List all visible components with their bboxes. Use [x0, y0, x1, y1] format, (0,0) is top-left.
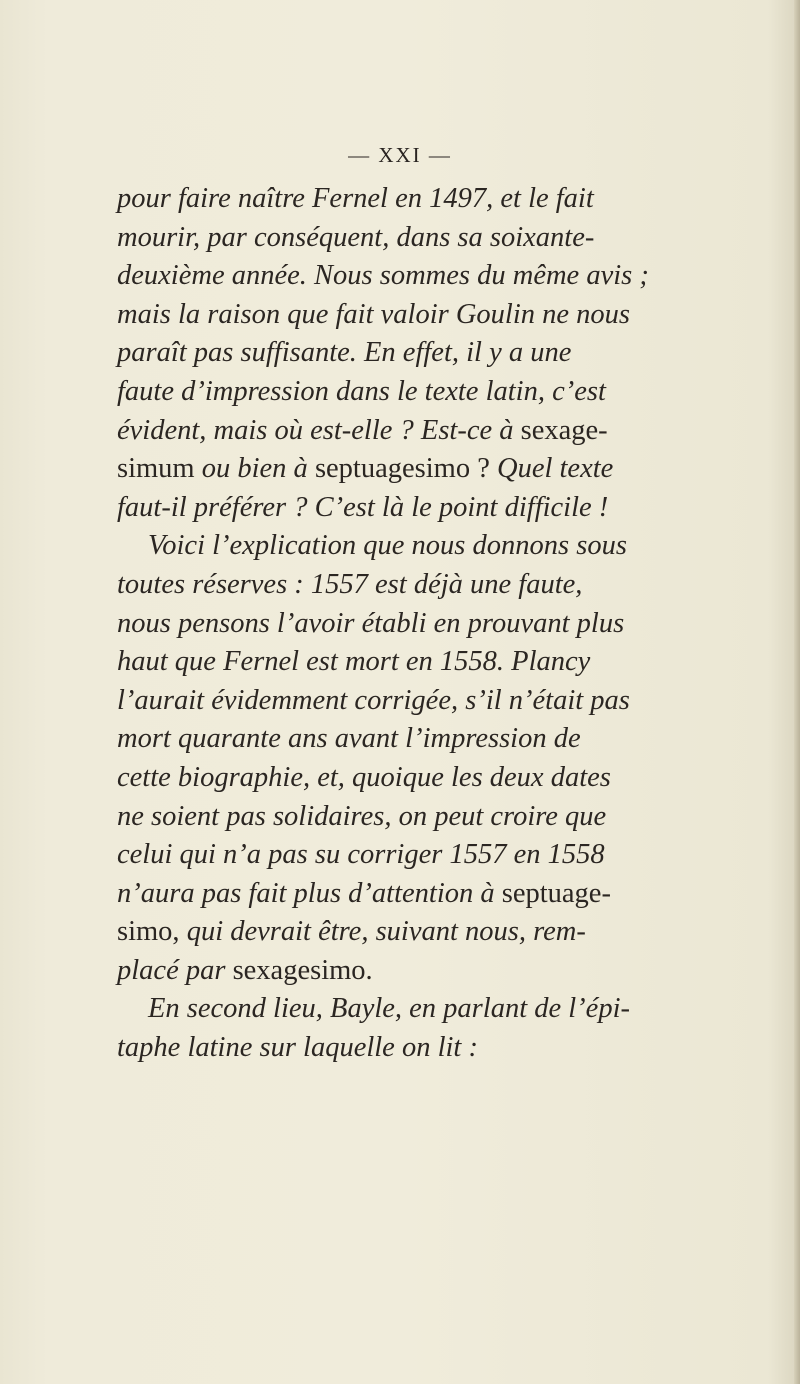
text-run: sexage-: [520, 414, 608, 446]
text-line: [117, 373, 637, 412]
text-run: ne soient pas solidaires, on peut croire que: [117, 800, 607, 832]
text-run: simo,: [117, 916, 187, 948]
text-run: toutes réserves : 1557 est déjà une faute,: [117, 568, 583, 600]
text-run: haut que Fernel est mort en 1558. Plancy: [117, 646, 591, 678]
text-run: sexagesimo.: [232, 954, 373, 986]
text-run: En second lieu, Bayle, en parlant de l’épi-: [148, 993, 630, 1025]
text-run: Voici l’explication que nous donnons sous: [148, 530, 627, 562]
text-line: [117, 605, 637, 644]
text-line: [117, 952, 637, 991]
text-run: simum: [117, 453, 202, 485]
text-run: faute d’impression dans le texte latin, c’est: [117, 375, 606, 407]
text-line: [117, 296, 637, 335]
text-line: [117, 180, 637, 219]
text-line: [117, 682, 637, 721]
text-line: [117, 798, 637, 837]
text-line: [117, 527, 637, 566]
text-line: [117, 759, 637, 798]
page-edge: [794, 0, 800, 1384]
text-line: [117, 1029, 637, 1068]
text-run: évident, mais où est-elle ? Est-ce à: [117, 414, 521, 446]
text-line: [117, 219, 637, 258]
text-run: l’aurait évidemment corrigée, s’il n’était pas: [117, 684, 630, 716]
text-run: qui devrait être, suivant nous, rem-: [186, 916, 586, 948]
text-run: mais la raison que fait valoir Goulin ne nous: [117, 298, 630, 330]
text-line: [117, 836, 637, 875]
text-run: faut-il préférer ? C’est là le point difficile !: [117, 491, 609, 523]
text-line: [117, 990, 637, 1029]
text-run: pour faire naître Fernel en 1497, et le fait: [117, 183, 594, 214]
text-run: taphe latine sur laquelle on lit :: [117, 1032, 478, 1064]
text-run: cette biographie, et, quoique les deux dates: [117, 761, 611, 793]
text-line: [117, 913, 637, 952]
text-run: mort quarante ans avant l’impression de: [117, 723, 581, 755]
text-line: [117, 489, 637, 528]
body-text: [117, 180, 649, 1068]
text-run: deuxième année. Nous sommes du même avis ;: [117, 260, 649, 292]
text-line: [117, 412, 637, 451]
text-run: paraît pas suffisante. En effet, il y a une: [117, 337, 572, 369]
text-line: [117, 875, 637, 914]
text-run: nous pensons l’avoir établi en prouvant plus: [117, 607, 625, 639]
text-line: [117, 450, 637, 489]
text-run: Quel texte: [496, 453, 614, 485]
text-run: septuagesimo ?: [314, 453, 497, 485]
text-run: n’aura pas fait plus d’attention à: [117, 877, 502, 909]
text-line: [117, 720, 637, 759]
text-run: celui qui n’a pas su corriger 1557 en 1558: [117, 839, 605, 871]
text-line: [117, 643, 637, 682]
text-run: mourir, par conséquent, dans sa soixante-: [117, 221, 595, 253]
text-run: placé par: [117, 954, 233, 986]
text-line: [117, 334, 637, 373]
text-line: [117, 566, 637, 605]
text-run: ou bien à: [201, 453, 315, 485]
page-number-header: — XXI —: [348, 143, 452, 167]
text-line: [117, 257, 649, 296]
text-run: septuage-: [501, 877, 611, 909]
